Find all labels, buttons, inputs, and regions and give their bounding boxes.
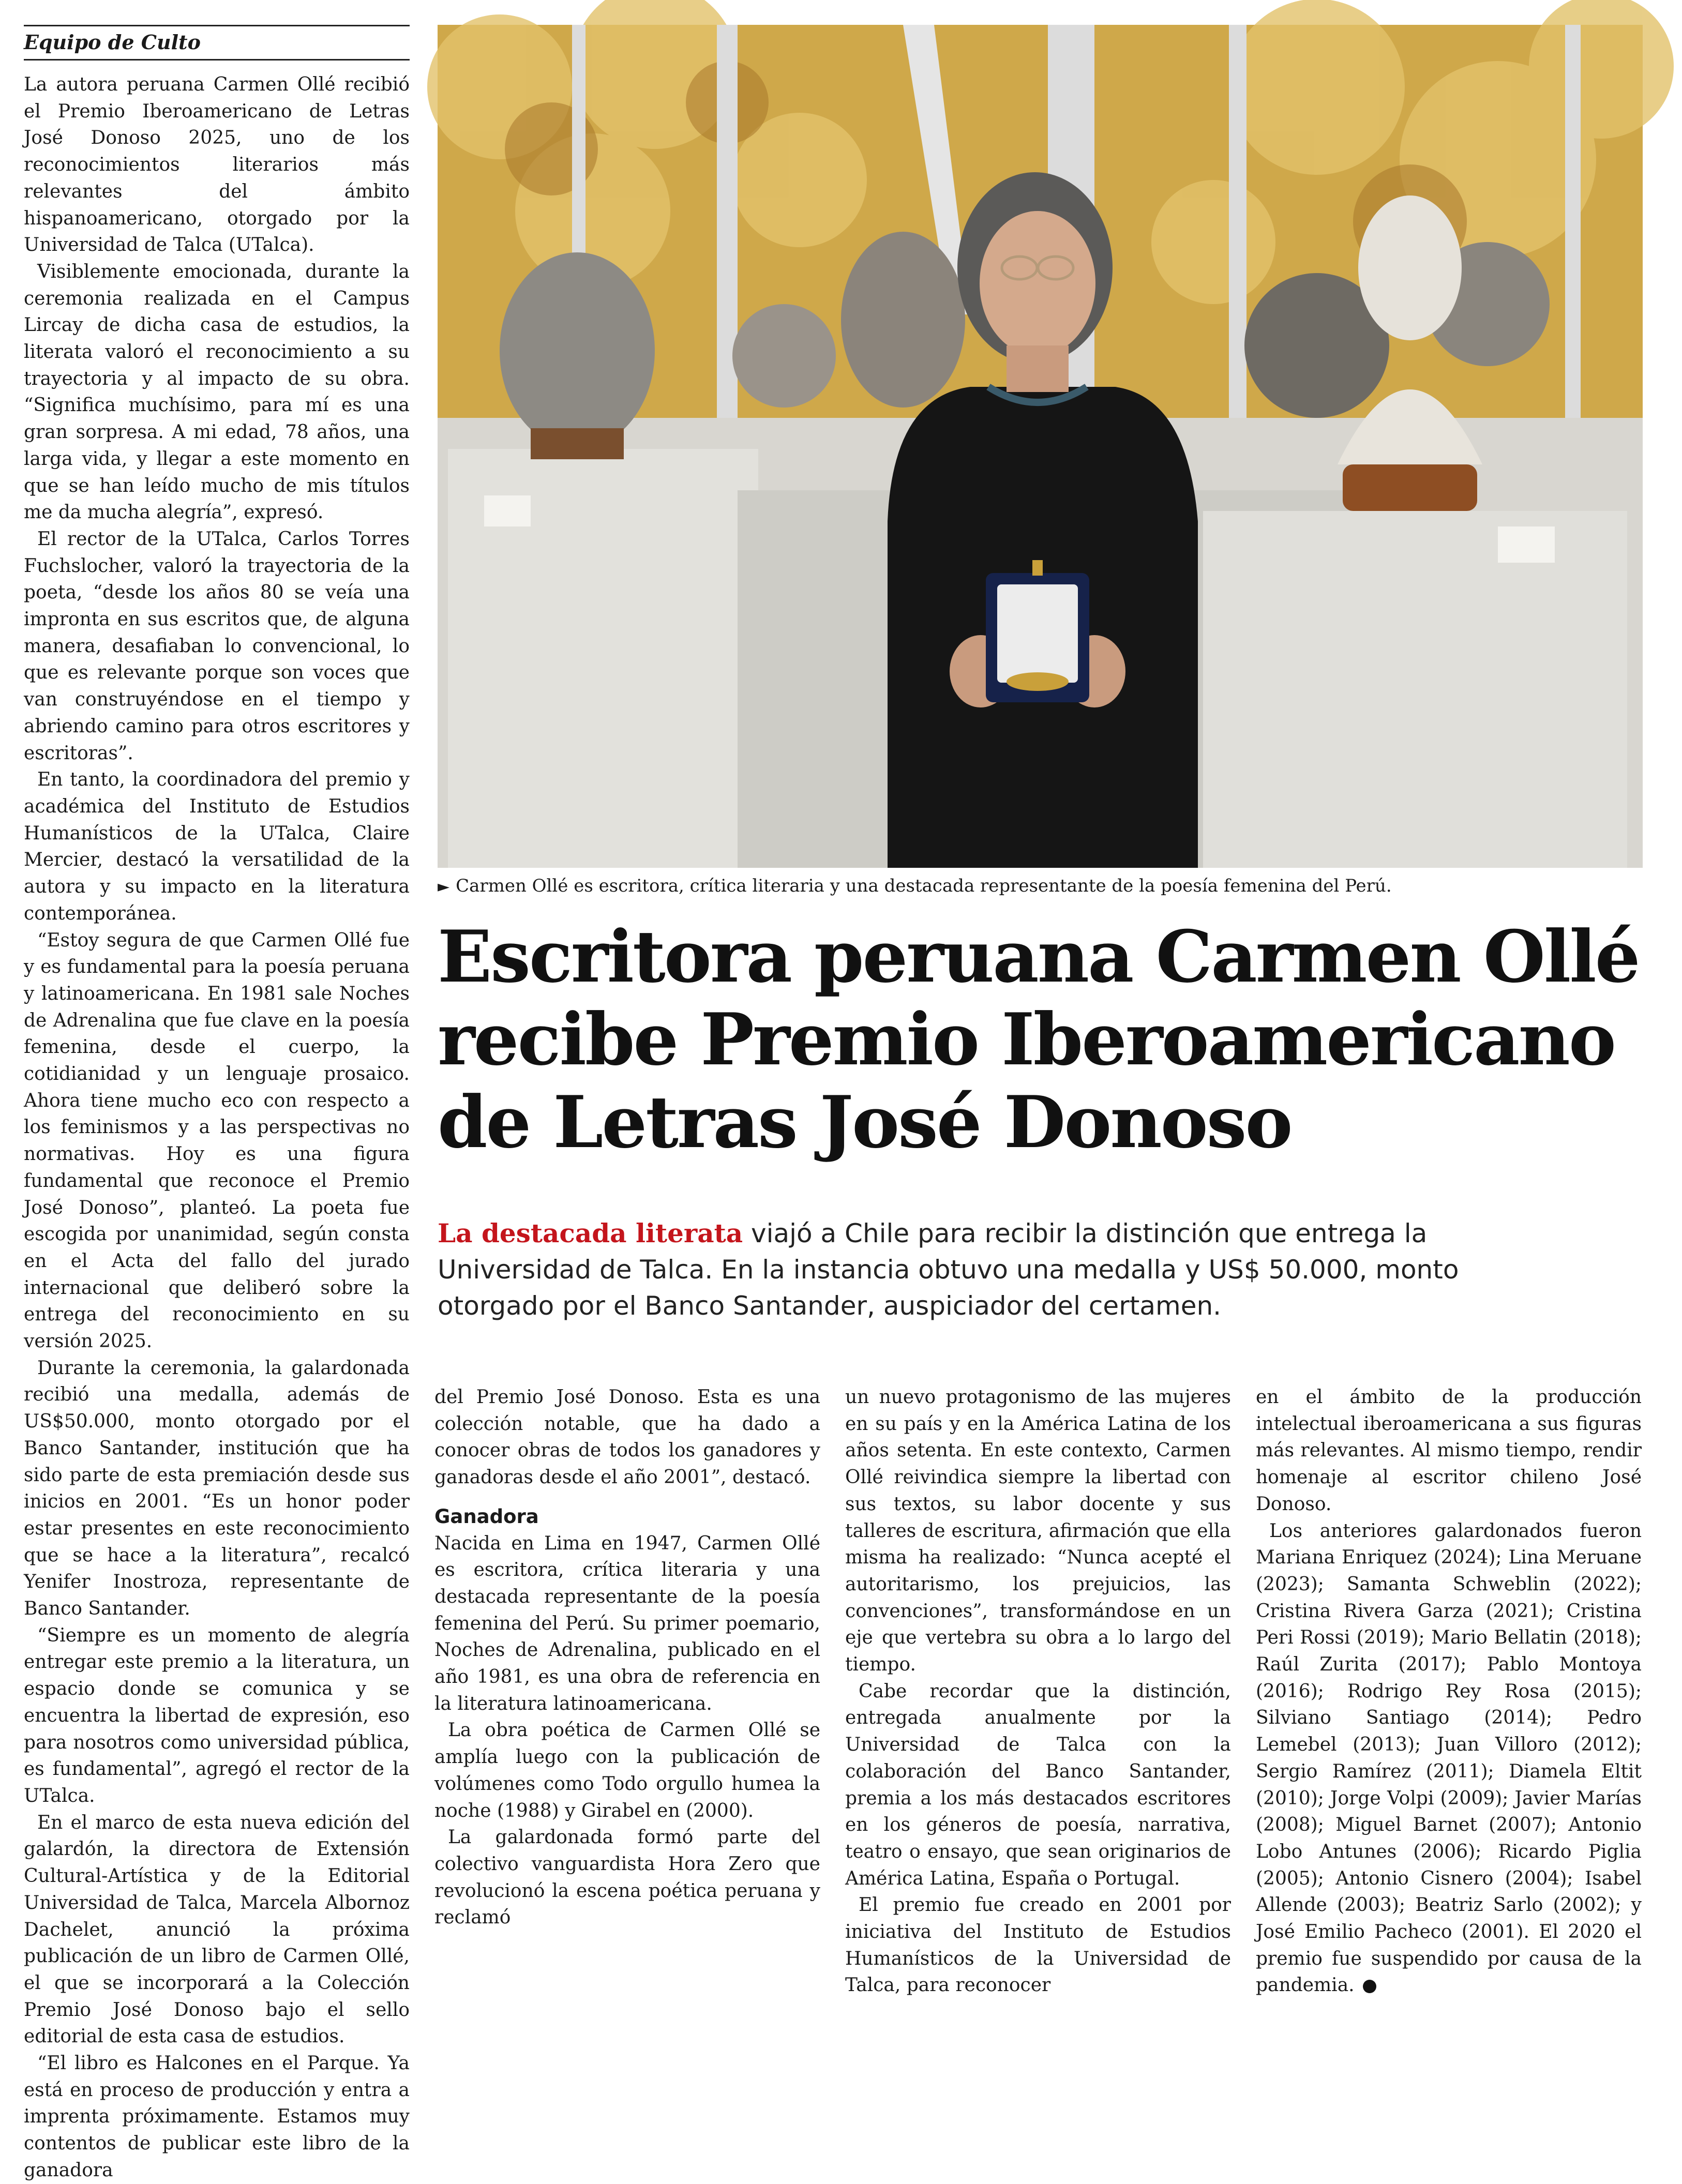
photo-illustration [438,25,1643,868]
end-mark-icon [1363,1980,1376,1993]
column-2-continuation: del Premio José Donoso. Esta es una colección notable, que ha dado a conocer obras de todos los ganadores y ganadoras desde el año 2001”, destacó. [434,1387,820,1488]
byline-rule-top [24,25,410,26]
left-paragraph: El rector de la UTalca, Carlos Torres Fuchslocher, valoró la trayectoria de la poeta, “desde los años 80 se veía una impronta en sus escritos que, de alguna manera, desafiaban lo convencional, lo que es relevante porque son voces que van construyéndose en el tiempo y abriendo camino para otros escritores y escritoras”. [24,528,410,764]
left-paragraph: La autora peruana Carmen Ollé recibió el Premio Iberoamericano de Letras José Donoso 2025, uno de los reconocimientos literarios más relevantes del ámbito hispanoamericano, otorgado por la Universidad de Talca (UTalca). [24,74,410,256]
deck-text: viajó a Chile para recibir la distinción que entrega la Universidad de Talca. En la instancia obtuvo una medalla y US$ 50.000, monto otorgado por el Banco Santander, auspiciador del certamen. [438,1218,1459,1321]
deck-lead: La destacada literata [438,1218,743,1248]
byline-rule-bottom [24,59,410,61]
column-2-paragraph: La obra poética de Carmen Ollé se amplía luego con la publicación de volúmenes como Todo orgullo humea la noche (1988) y Girabel en (2000). [434,1720,820,1821]
column-4-paragraph [1256,1518,1642,1999]
column-4 [1256,1384,1642,1996]
column-3-paragraph: El premio fue creado en 2001 por iniciativa del Instituto de Estudios Humanísticos de la Universidad de Talca, para reconocer [845,1894,1231,1996]
left-paragraph: Durante la ceremonia, la galardonada recibió una medalla, además de US$50.000, monto otorgado por el Banco Santander, institución que ha sido parte de esta premiación desde sus inicios en 2001. “Es un honor poder estar presentes en este reconocimiento que se hace a la literatura”, recalcó Yenifer Inostroza, representante de Banco Santander. [24,1357,410,1620]
caption-text: Carmen Ollé es escritora, crítica literaria y una destacada representante de la poesía femenina del Perú. [456,876,1392,896]
left-paragraph: En tanto, la coordinadora del premio y académica del Instituto de Estudios Humanísticos de la UTalca, Claire Mercier, destacó la versatilidad de la autora y su impacto en la literatura contemporánea. [24,769,410,924]
headline: Escritora peruana Carmen Ollé recibe Premio Iberoamericano de Letras José Donoso [438,914,1639,1164]
left-paragraph: En el marco de esta nueva edición del galardón, la directora de Extensión Cultural-Artística y de la Editorial Universidad de Talca, Marcela Albornoz Dachelet, anunció la próxima publicación de un libro de Carmen Ollé, el que se incorporará a la Colección Premio José Donoso bajo el sello editorial de esta casa de estudios. [24,1812,410,2047]
left-paragraph: “Siempre es un momento de alegría entregar este premio a la literatura, un espacio donde se comunica y se encuentra la libertad de expresión, eso para nosotros como universidad pública, es fundamental”, agregó el rector de la UTalca. [24,1624,410,1806]
main-photo [438,25,1643,868]
column-2-paragraph: Nacida en Lima en 1947, Carmen Ollé es escritora, crítica literaria y una destacada representante de la poesía femenina del Perú. Su primer poemario, Noches de Adrenalina, publicado en el año 1981, es una obra de referencia en la literatura latinoamericana. [434,1532,820,1714]
byline: Equipo de Culto [24,31,201,54]
column-3-paragraph: Cabe recordar que la distinción, entregada anualmente por la Universidad de Talca con la colaboración del Banco Santander, premia a los más destacados escritores en los géneros de poesía, narrativa, teatro o ensayo, que sean originarios de América Latina, España o Portugal. [845,1680,1231,1889]
column-3-paragraph: un nuevo protagonismo de las mujeres en su país y en la América Latina de los años setenta. En este contexto, Carmen Ollé reivindica siempre la libertad con sus textos, su labor docente y sus talleres de escritura, afirmación que ella misma ha realizado: “Nunca acepté el autoritarismo, los prejuicios, las convenciones”, transformándose en un eje que vertebra su obra a lo largo del tiempo. [845,1387,1231,1676]
column-4-paragraph: en el ámbito de la producción intelectual iberoamericana a sus figuras más relevantes. Al mismo tiempo, rendir homenaje al escritor chileno José Donoso. [1256,1387,1642,1515]
left-column [24,71,410,2181]
left-paragraph: Visiblemente emocionada, durante la ceremonia realizada en el Campus Lircay de dicha casa de estudios, la literata valoró el reconocimiento a su trayectoria y al impacto de su obra. “Significa muchísimo, para mí es una gran sorpresa. A mi edad, 78 años, una larga vida, y llegar a este momento en que se han leído mucho de mis títulos me da mucha alegría”, expresó. [24,261,410,523]
deck [438,1215,1472,1324]
column-3 [845,1384,1231,1996]
left-paragraph: “Estoy segura de que Carmen Ollé fue y es fundamental para la poesía peruana y latinoamericana. En 1981 sale Noches de Adrenalina que fue clave en la poesía femenina, desde el cuerpo, la cotidianidad y un lenguaje prosaico. Ahora tiene mucho eco con respecto a los feminismos y a las perspectivas no normativas. Hoy es una figura fundamental que reconoce el Premio José Donoso”, planteó. La poeta fue escogida por unanimidad, según consta en el Acta del fallo del jurado internacional que deliberó sobre la entrega del reconocimiento en su versión 2025. [24,929,410,1352]
subhead-ganadora: Ganadora [434,1505,539,1528]
photo-caption [438,874,1643,899]
caption-arrow-icon: ► [438,878,450,896]
column-4-laureates: Los anteriores galardonados fueron Mariana Enriquez (2024); Lina Meruane (2023); Samanta Schweblin (2022); Cristina Rivera Garza (2021); Cristina Peri Rossi (2019); Mario Bellatin (2018); Raúl Zurita (2017); Pablo Montoya (2016); Rodrigo Rey Rosa (2015); Silviano Santiago (2014); Pedro Lemebel (2013); Juan Villoro (2012); Sergio Ramírez (2011); Diamela Eltit (2010); Jorge Volpi (2009); Javier Marías (2008); Miguel Barnet (2007); Antonio Lobo Antunes (2006); Ricardo Piglia (2005); Antonio Cisnero (2004); Isabel Allende (2003); Beatriz Sarlo (2002); y José Emilio Pacheco (2001). El 2020 el premio fue suspendido por causa de la pandemia. [1256,1520,1642,1996]
column-2 [434,1384,820,1948]
left-paragraph: “El libro es Halcones en el Parque. Ya está en proceso de producción y entra a imprenta próximamente. Estamos muy contentos de publicar este libro de la ganadora [24,2053,410,2181]
column-2-paragraph: La galardonada formó parte del colectivo vanguardista Hora Zero que revolucionó la escena poética peruana y reclamó [434,1827,820,1929]
